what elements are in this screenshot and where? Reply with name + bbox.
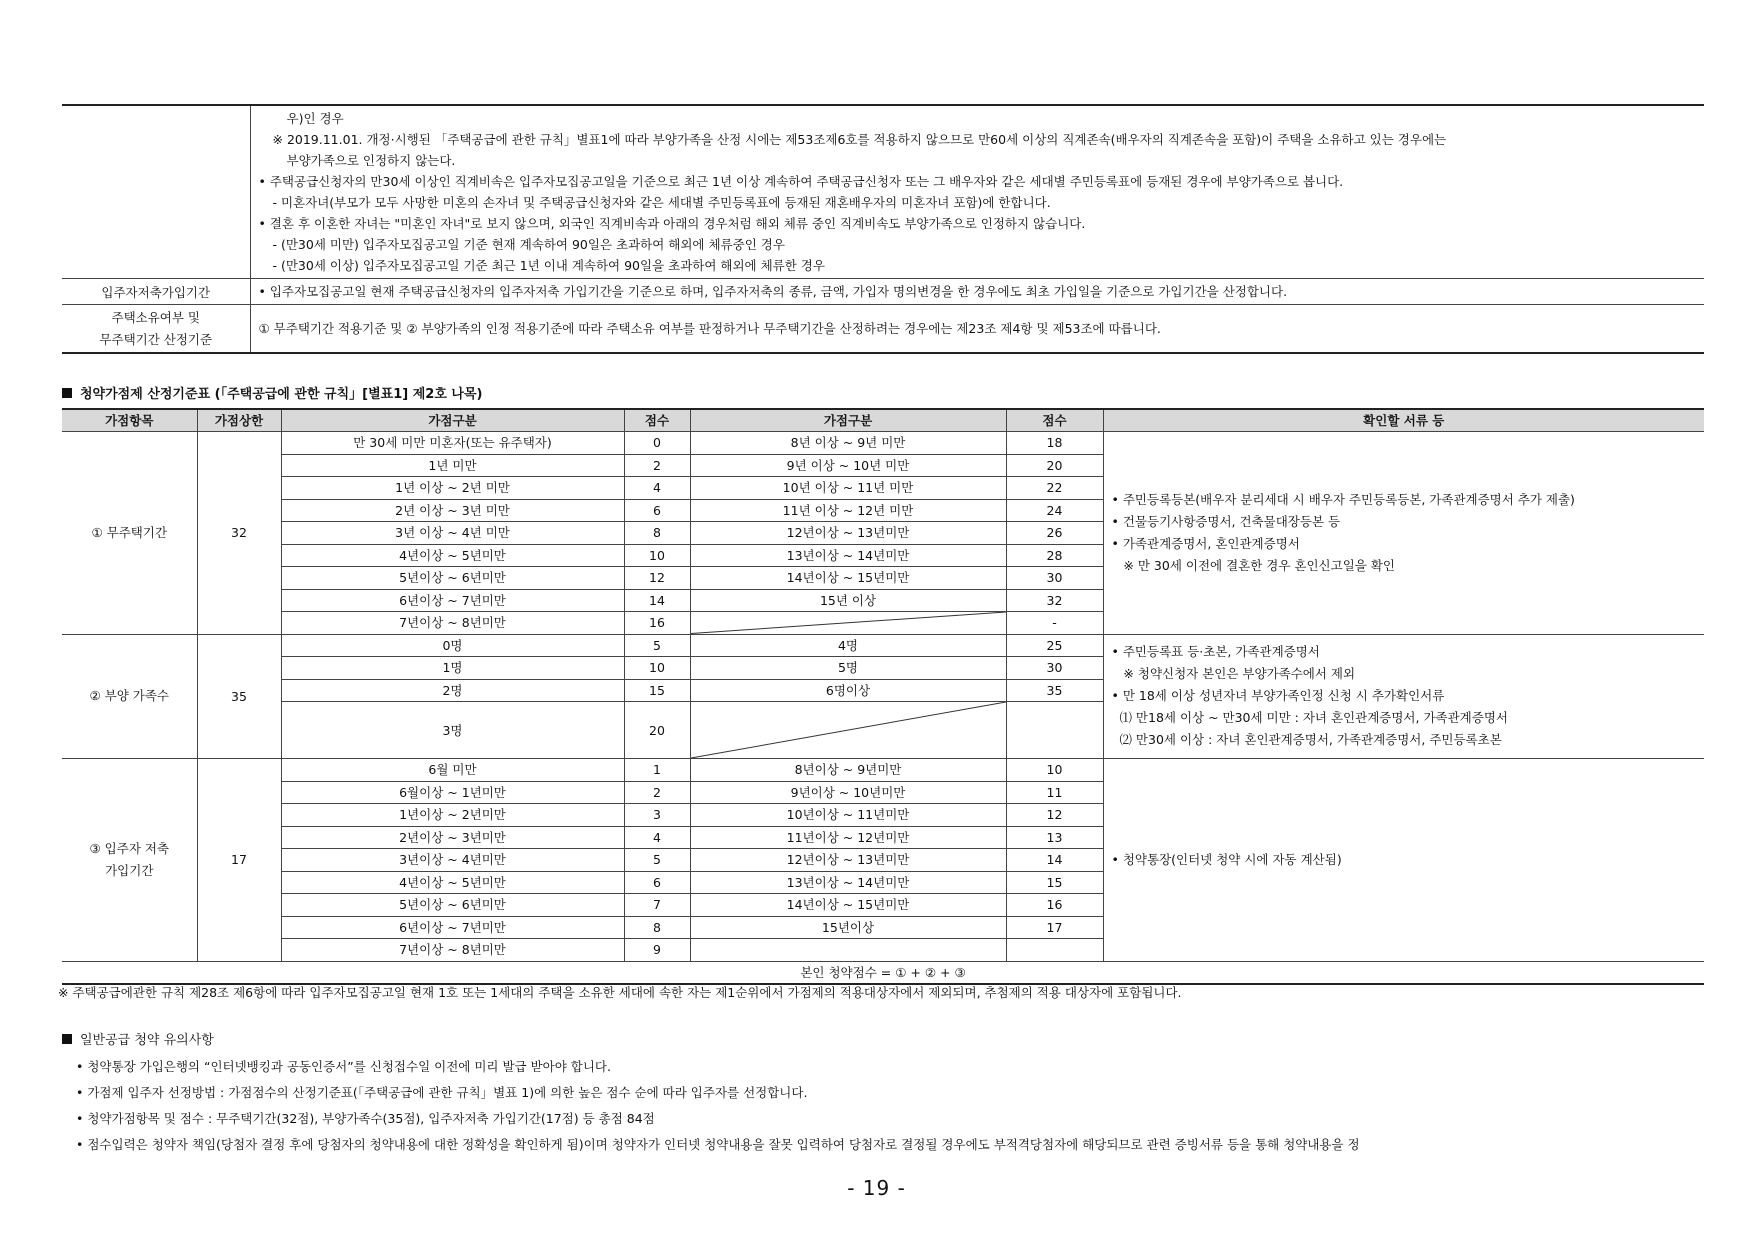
diagonal-line (691, 702, 1006, 758)
score-cell: 12 (1006, 804, 1103, 827)
score-table-title (62, 383, 482, 402)
category-cell: 1명 (281, 657, 624, 680)
category-cell: 2명 (281, 679, 624, 702)
header-score: 점수 (624, 409, 690, 432)
empty-diagonal-cell (690, 612, 1006, 635)
score-cell: 20 (624, 702, 690, 759)
empty-diagonal-cell (690, 702, 1006, 759)
category-cell: 9년이상 ~ 10년미만 (690, 781, 1006, 804)
max-score: 35 (197, 634, 281, 759)
score-cell: 28 (1006, 544, 1103, 567)
score-criteria-table (62, 408, 1704, 985)
caution-list (76, 1054, 1360, 1158)
criteria-line: ① 무주택기간 적용기준 및 ② 부양가족의 인정 적용기준에 따라 주택소유 여부를 판정하거나 무주택기간을 산정하려는 경우에는 제23조 제4항 및 제53조에 따릅니다. (258, 321, 1161, 336)
score-cell: 15 (1006, 871, 1103, 894)
score-cell: 22 (1006, 477, 1103, 500)
category-cell: 8년 이상 ~ 9년 미만 (690, 432, 1006, 455)
category-cell: 5년이상 ~ 6년미만 (281, 567, 624, 590)
category-cell: 6월 미만 (281, 759, 624, 782)
header-category: 가점구분 (281, 409, 624, 432)
caution-title-text: 일반공급 청약 유의사항 (80, 1033, 214, 1048)
item-line: ③ 입주자 저축 (89, 840, 170, 856)
category-cell: 3년이상 ~ 4년미만 (281, 849, 624, 872)
square-bullet-icon (62, 1034, 72, 1044)
score-cell: 18 (1006, 432, 1103, 455)
score-cell: 20 (1006, 454, 1103, 477)
score-cell: 25 (1006, 634, 1103, 657)
score-cell: 16 (624, 612, 690, 635)
score-cell: 10 (624, 657, 690, 680)
document-line: ⑴ 만18세 이상 ~ 만30세 미만 : 자녀 혼인관계증명서, 가족관계증명서 (1111, 710, 1508, 726)
category-cell: 4명 (690, 634, 1006, 657)
category-cell: 10년이상 ~ 11년미만 (690, 804, 1006, 827)
score-cell: 12 (624, 567, 690, 590)
criteria-line: • 주택공급신청자의 만30세 이상인 직계비속은 입주자모집공고일을 기준으로 최근 1년 이상 계속하여 주택공급신청자 또는 그 배우자와 같은 세대별 주민등록표에 등재된 경우에 부양가족으로 봅니다. (258, 174, 1344, 189)
document-line: • 만 18세 이상 성년자녀 부양가족인정 신청 시 추가확인서류 (1111, 688, 1445, 704)
savings-period-row (62, 279, 1704, 305)
label-line: 주택소유여부 및 (111, 309, 200, 325)
category-cell: 13년이상 ~ 14년미만 (690, 544, 1006, 567)
diagonal-line (691, 612, 1006, 634)
criteria-line: - (만30세 이상) 입주자모집공고일 기준 최근 1년 이내 계속하여 90일을 초과하여 해외에 체류한 경우 (272, 258, 825, 273)
category-cell: 13년이상 ~ 14년미만 (690, 871, 1006, 894)
score-cell: 15 (624, 679, 690, 702)
score-cell: 30 (1006, 657, 1103, 680)
score-cell: 6 (624, 499, 690, 522)
score-cell: 13 (1006, 826, 1103, 849)
score-cell: 26 (1006, 522, 1103, 545)
documents-homeless-period (1103, 432, 1704, 635)
category-cell: 14년이상 ~ 15년미만 (690, 567, 1006, 590)
document-line: • 청약통장(인터넷 청약 시에 자동 계산됨) (1111, 851, 1342, 867)
documents-dependents (1103, 634, 1704, 759)
category-cell: 3년 이상 ~ 4년 미만 (281, 522, 624, 545)
category-cell: 5명 (690, 657, 1006, 680)
dependents-criteria-content (250, 105, 1704, 279)
score-table-title-text: 청약가점제 산정기준표 (「주택공급에 관한 규칙」[별표1] 제2호 나목) (80, 387, 483, 402)
list-item: • 청약가점항목 및 점수 : 무주택기간(32점), 부양가족수(35점), 입주자저축 가입기간(17점) 등 총점 84점 (76, 1111, 655, 1126)
document-line: • 주민등록표 등·초본, 가족관계증명서 (1111, 644, 1320, 660)
score-cell: 1 (624, 759, 690, 782)
category-cell: 11년 이상 ~ 12년 미만 (690, 499, 1006, 522)
header-score: 점수 (1006, 409, 1103, 432)
document-line: • 건물등기사항증명서, 건축물대장등본 등 (1111, 513, 1341, 529)
table-row (62, 759, 1704, 782)
document-line: ⑵ 만30세 이상 : 자녀 혼인관계증명서, 가족관계증명서, 주민등록초본 (1111, 732, 1502, 748)
category-cell: 10년 이상 ~ 11년 미만 (690, 477, 1006, 500)
header-category: 가점구분 (690, 409, 1006, 432)
score-cell: 24 (1006, 499, 1103, 522)
item-savings-period (62, 759, 197, 962)
criteria-line: 부양가족으로 인정하지 않는다. (286, 153, 456, 168)
homeownership-row (62, 305, 1704, 354)
header-max: 가점상한 (197, 409, 281, 432)
category-cell: 2년이상 ~ 3년미만 (281, 826, 624, 849)
score-cell (1006, 939, 1103, 962)
category-cell: 6년이상 ~ 7년미만 (281, 916, 624, 939)
header-item: 가점항목 (62, 409, 197, 432)
category-cell: 만 30세 미만 미혼자(또는 유주택자) (281, 432, 624, 455)
list-item: • 점수입력은 청약자 책임(당첨자 결정 후에 당첨자의 청약내용에 대한 정확성을 확인하게 됨)이며 청약자가 인터넷 청약내용을 잘못 입력하여 당첨자로 결정될 경우에도 부적격당첨자에 해당되므로 관련 증빙서류 등을 통해 청약내용을 정 (76, 1137, 1360, 1152)
category-cell: 1년 이상 ~ 2년 미만 (281, 477, 624, 500)
category-cell: 12년이상 ~ 13년미만 (690, 849, 1006, 872)
category-cell: 2년 이상 ~ 3년 미만 (281, 499, 624, 522)
score-cell: 35 (1006, 679, 1103, 702)
row-label-homeownership (62, 305, 250, 354)
score-cell: 5 (624, 634, 690, 657)
category-cell: 4년이상 ~ 5년미만 (281, 544, 624, 567)
score-cell: 10 (624, 544, 690, 567)
category-cell: 0명 (281, 634, 624, 657)
document-line: • 가족관계증명서, 혼인관계증명서 (1111, 535, 1300, 551)
footnote: ※ 주택공급에관한 규칙 제28조 제6항에 따라 입주자모집공고일 현재 1호 또는 1세대의 주택을 소유한 세대에 속한 자는 제1순위에서 가점제의 적용대상자에서 제외되며, 추첨제의 적용 대상자에 포함됩니다. (58, 985, 1182, 1000)
score-cell: 16 (1006, 894, 1103, 917)
table-row (62, 432, 1704, 455)
criteria-line: 우)인 경우 (286, 111, 344, 126)
category-cell: 3명 (281, 702, 624, 759)
score-cell: - (1006, 612, 1103, 635)
criteria-line: ※ 2019.11.01. 개정·시행된 「주택공급에 관한 규칙」별표1에 따라 부양가족을 산정 시에는 제53조제6호를 적용하지 않으므로 만60세 이상의 직계존속(배우자의 직계존속을 포함)이 주택을 소유하고 있는 경우에는 (272, 132, 1447, 147)
score-cell: 4 (624, 826, 690, 849)
score-cell: 2 (624, 781, 690, 804)
homeownership-content (250, 305, 1704, 354)
score-header-row (62, 409, 1704, 432)
dependents-criteria-row (62, 105, 1704, 279)
category-cell: 8년이상 ~ 9년미만 (690, 759, 1006, 782)
table-row (62, 634, 1704, 657)
list-item: • 청약통장 가입은행의 “인터넷뱅킹과 공동인증서”를 신청접수일 이전에 미리 발급 받아야 합니다. (76, 1059, 611, 1074)
label-line: 무주택기간 산정기준 (99, 331, 213, 347)
score-cell: 9 (624, 939, 690, 962)
category-cell: 7년이상 ~ 8년미만 (281, 939, 624, 962)
list-item: • 가점제 입주자 선정방법 : 가점점수의 산정기준표(「주택공급에 관한 규칙」별표 1)에 의한 높은 점수 순에 따라 입주자를 선정합니다. (76, 1085, 808, 1100)
category-cell (690, 939, 1006, 962)
category-cell: 4년이상 ~ 5년미만 (281, 871, 624, 894)
score-cell: 0 (624, 432, 690, 455)
caution-title (62, 1029, 214, 1048)
score-cell: 10 (1006, 759, 1103, 782)
item-homeless-period: ① 무주택기간 (62, 432, 197, 635)
page-number: - 19 - (847, 1176, 906, 1200)
score-cell: 30 (1006, 567, 1103, 590)
category-cell: 6명이상 (690, 679, 1006, 702)
category-cell: 5년이상 ~ 6년미만 (281, 894, 624, 917)
documents-savings-period (1103, 759, 1704, 962)
eligibility-criteria-table (62, 104, 1704, 354)
item-dependents: ② 부양 가족수 (62, 634, 197, 759)
document-line: ※ 만 30세 이전에 결혼한 경우 혼인신고일을 확인 (1111, 557, 1395, 573)
score-cell (1006, 702, 1103, 759)
criteria-line: - 미혼자녀(부모가 모두 사망한 미혼의 손자녀 및 주택공급신청자와 같은 세대별 주민등록표에 등재된 재혼배우자의 미혼자녀 포함)에 한합니다. (272, 195, 1051, 210)
criteria-line: • 결혼 후 이혼한 자녀는 "미혼인 자녀"로 보지 않으며, 외국인 직계비속과 아래의 경우처럼 해외 체류 중인 직계비속도 부양가족으로 인정하지 않습니다. (258, 216, 1086, 231)
score-cell: 17 (1006, 916, 1103, 939)
max-score: 32 (197, 432, 281, 635)
item-line: 가입기간 (105, 862, 154, 878)
total-score-formula: 본인 청약점수 = ① + ② + ③ (62, 961, 1704, 984)
category-cell: 6월이상 ~ 1년미만 (281, 781, 624, 804)
score-cell: 8 (624, 522, 690, 545)
score-cell: 2 (624, 454, 690, 477)
category-cell: 1년 미만 (281, 454, 624, 477)
score-cell: 14 (1006, 849, 1103, 872)
score-cell: 11 (1006, 781, 1103, 804)
category-cell: 9년 이상 ~ 10년 미만 (690, 454, 1006, 477)
score-cell: 5 (624, 849, 690, 872)
category-cell: 11년이상 ~ 12년미만 (690, 826, 1006, 849)
score-cell: 32 (1006, 589, 1103, 612)
savings-period-content (250, 279, 1704, 305)
score-cell: 14 (624, 589, 690, 612)
category-cell: 14년이상 ~ 15년미만 (690, 894, 1006, 917)
category-cell: 15년이상 (690, 916, 1006, 939)
category-cell: 15년 이상 (690, 589, 1006, 612)
category-cell: 12년이상 ~ 13년미만 (690, 522, 1006, 545)
square-bullet-icon (62, 388, 72, 398)
criteria-line: - (만30세 미만) 입주자모집공고일 기준 현재 계속하여 90일은 초과하여 해외에 체류중인 경우 (272, 237, 785, 252)
score-cell: 7 (624, 894, 690, 917)
score-cell: 6 (624, 871, 690, 894)
row-label-savings-period: 입주자저축가입기간 (62, 279, 250, 305)
score-cell: 3 (624, 804, 690, 827)
row-label-empty (62, 105, 250, 279)
header-documents: 확인할 서류 등 (1103, 409, 1704, 432)
category-cell: 7년이상 ~ 8년미만 (281, 612, 624, 635)
criteria-line: • 입주자모집공고일 현재 주택공급신청자의 입주자저축 가입기간을 기준으로 하며, 입주자저축의 종류, 금액, 가입자 명의변경을 한 경우에도 최초 가입일을 기준으로 가입기간을 산정합니다. (258, 284, 1288, 299)
document-line: ※ 청약신청자 본인은 부양가족수에서 제외 (1111, 666, 1356, 682)
score-cell: 8 (624, 916, 690, 939)
category-cell: 1년이상 ~ 2년미만 (281, 804, 624, 827)
document-line: • 주민등록등본(배우자 분리세대 시 배우자 주민등록등본, 가족관계증명서 추가 제출) (1111, 491, 1575, 507)
total-score-row (62, 961, 1704, 984)
max-score: 17 (197, 759, 281, 962)
category-cell: 6년이상 ~ 7년미만 (281, 589, 624, 612)
score-cell: 4 (624, 477, 690, 500)
